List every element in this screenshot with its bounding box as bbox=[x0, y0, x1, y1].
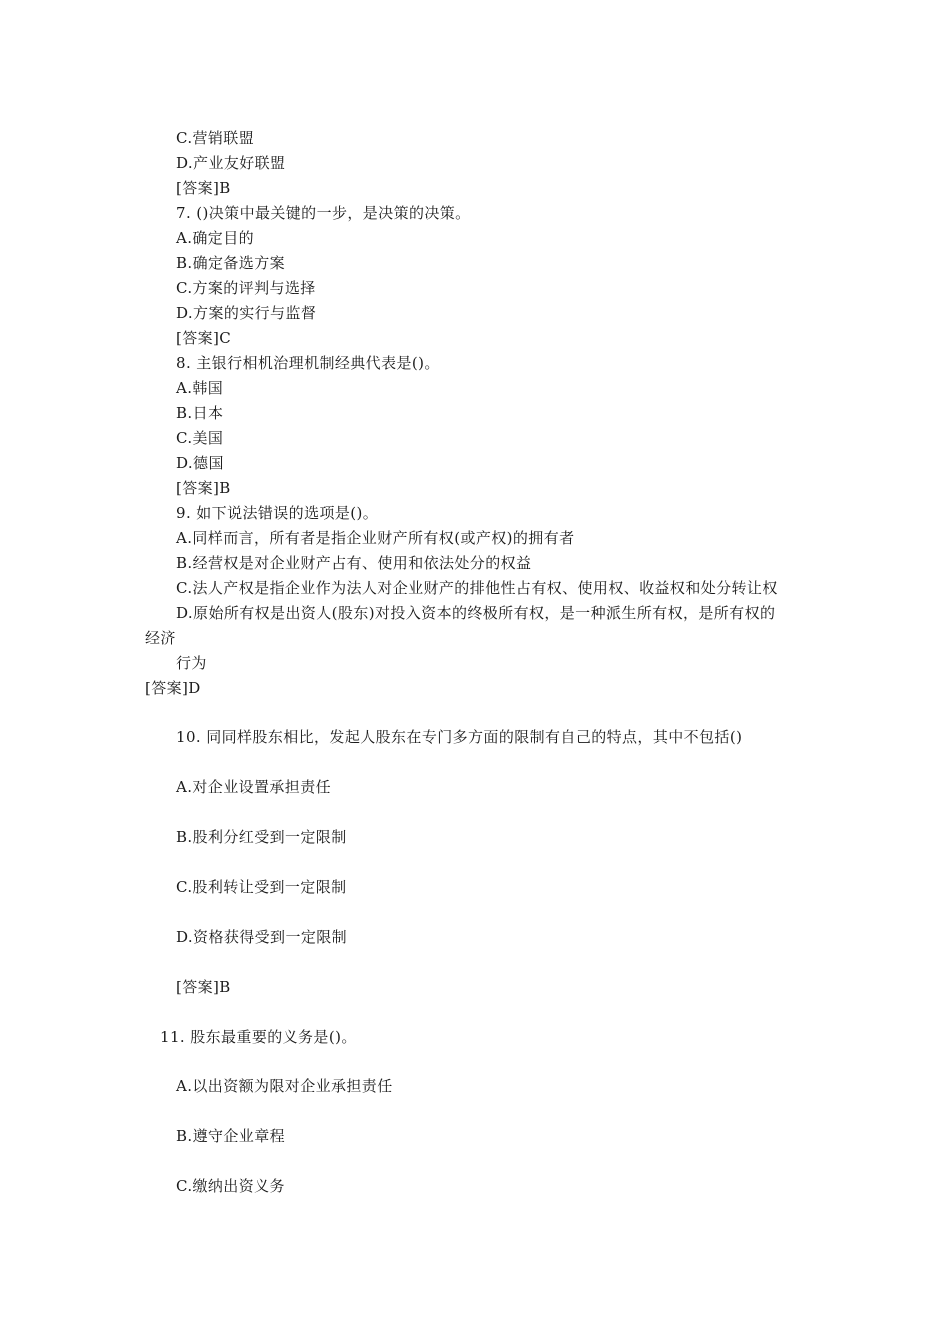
q10-option-d: D.资格获得受到一定限制 bbox=[176, 928, 348, 946]
q6-option-d: D.产业友好联盟 bbox=[176, 154, 286, 172]
q8-option-a: A.韩国 bbox=[176, 379, 224, 397]
q8-answer: [答案]B bbox=[176, 479, 231, 497]
q9-option-d-continued: 经济 bbox=[145, 629, 176, 647]
q6-option-c: C.营销联盟 bbox=[176, 129, 255, 147]
q6-answer: [答案]B bbox=[176, 179, 231, 197]
q10-option-c: C.股利转让受到一定限制 bbox=[176, 878, 347, 896]
q9-option-a: A.同样而言，所有者是指企业财产所有权(或产权)的拥有者 bbox=[176, 529, 575, 547]
q7-option-b: B.确定备选方案 bbox=[176, 254, 285, 272]
q10-answer: [答案]B bbox=[176, 978, 231, 996]
q8-option-b: B.日本 bbox=[176, 404, 224, 422]
q9-option-d-continued-2: 行为 bbox=[176, 654, 207, 672]
q10-question: 10. 同同样股东相比，发起人股东在专门多方面的限制有自己的特点，其中不包括() bbox=[176, 728, 743, 746]
q9-answer: [答案]D bbox=[145, 679, 201, 697]
q10-option-b: B.股利分红受到一定限制 bbox=[176, 828, 347, 846]
q11-option-a: A.以出资额为限对企业承担责任 bbox=[176, 1077, 393, 1095]
q9-question: 9. 如下说法错误的选项是()。 bbox=[176, 504, 379, 522]
q7-option-a: A.确定目的 bbox=[176, 229, 255, 247]
q8-option-d: D.德国 bbox=[176, 454, 224, 472]
q7-answer: [答案]C bbox=[176, 329, 232, 347]
q9-option-b: B.经营权是对企业财产占有、使用和依法处分的权益 bbox=[176, 554, 532, 572]
q9-option-c: C.法人产权是指企业作为法人对企业财产的排他性占有权、使用权、收益权和处分转让权 bbox=[176, 579, 778, 597]
q9-option-d: D.原始所有权是出资人(股东)对投入资本的终极所有权，是一种派生所有权，是所有权的 bbox=[176, 604, 776, 622]
q11-question: 11. 股东最重要的义务是()。 bbox=[160, 1028, 357, 1046]
q8-option-c: C.美国 bbox=[176, 429, 224, 447]
q11-option-b: B.遵守企业章程 bbox=[176, 1127, 285, 1145]
q7-option-d: D.方案的实行与监督 bbox=[176, 304, 317, 322]
q8-question: 8. 主银行相机治理机制经典代表是()。 bbox=[176, 354, 440, 372]
q7-question: 7. ()决策中最关键的一步，是决策的决策。 bbox=[176, 204, 471, 222]
q11-option-c: C.缴纳出资义务 bbox=[176, 1177, 285, 1195]
q7-option-c: C.方案的评判与选择 bbox=[176, 279, 316, 297]
q10-option-a: A.对企业设置承担责任 bbox=[176, 778, 332, 796]
